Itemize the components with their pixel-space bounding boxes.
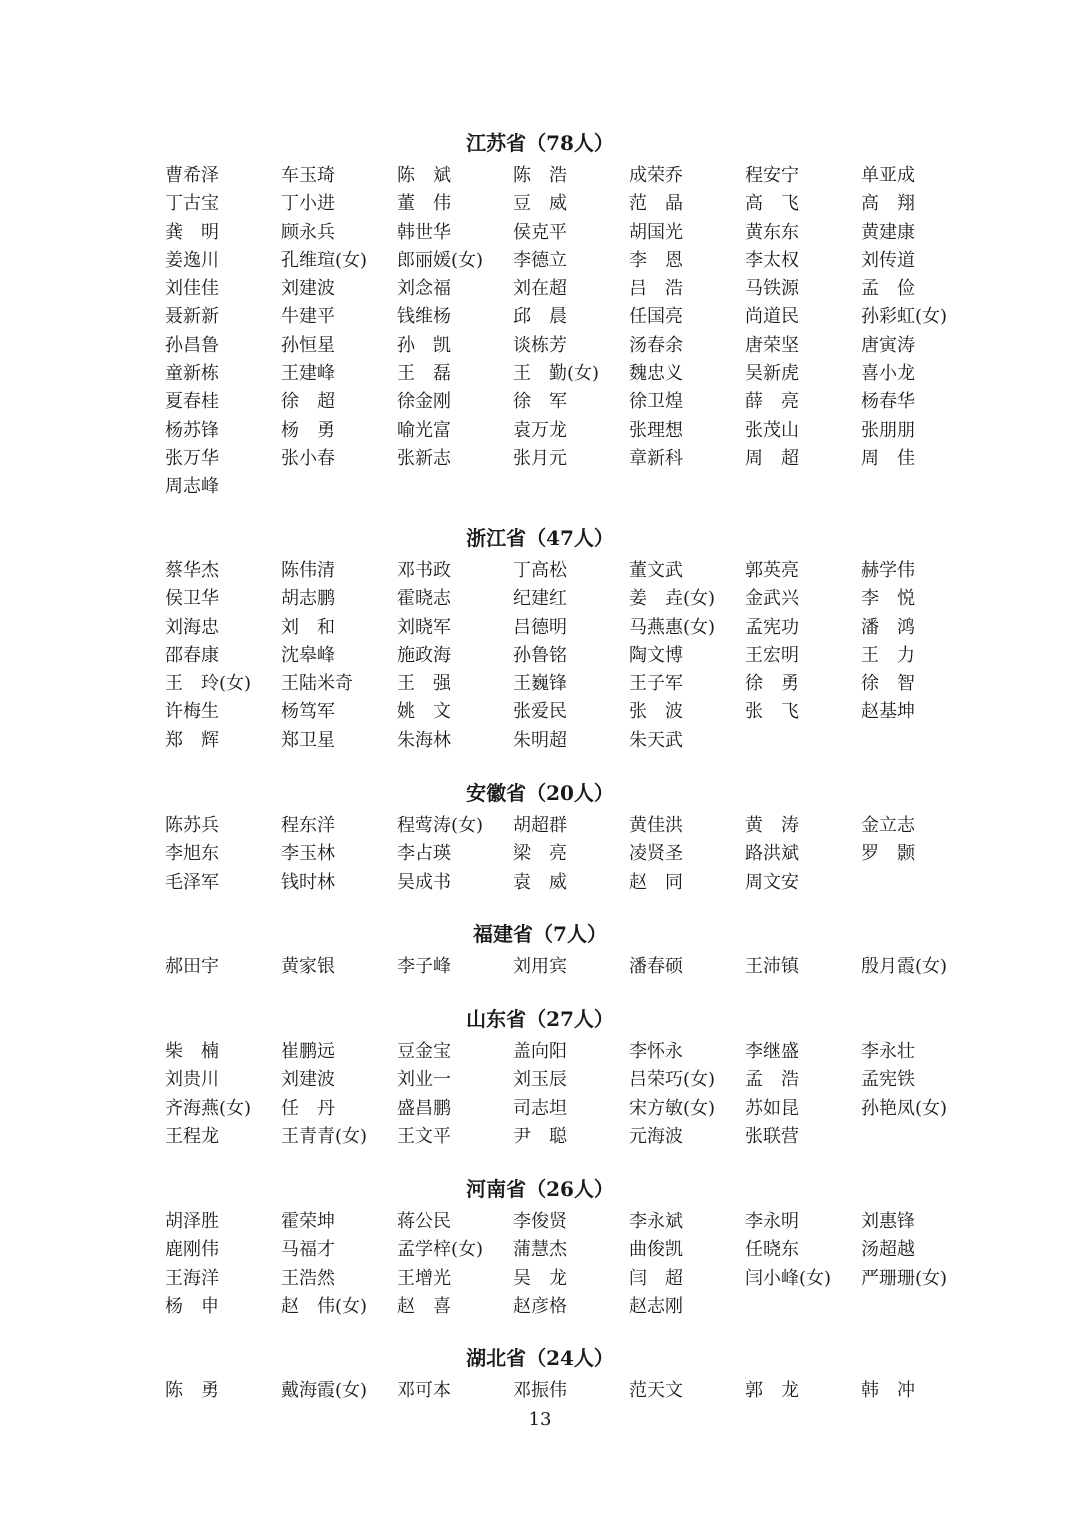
person-name: 刘业一	[397, 1069, 451, 1091]
person-name: 赵彦格	[513, 1295, 567, 1317]
person-name: 邓振伟	[513, 1380, 567, 1401]
person-name: 豆金宝	[397, 1041, 451, 1062]
person-name: 赵 同	[629, 871, 683, 893]
person-name: 夏春桂	[165, 391, 219, 413]
person-name: 盖向阳	[513, 1041, 567, 1062]
person-name: 霍晓志	[397, 588, 451, 610]
person-name: 施政海	[397, 644, 451, 666]
person-name: 谈栋芳	[513, 334, 567, 356]
person-name: 罗 颢	[861, 843, 915, 865]
person-name: 李俊贤	[513, 1211, 567, 1232]
person-name: 薛 亮	[745, 391, 799, 413]
section-title: 河南省（26人）	[466, 1177, 614, 1201]
person-name: 韩 冲	[861, 1380, 915, 1401]
person-name: 顾永兵	[281, 221, 335, 243]
person-name: 王程龙	[165, 1125, 219, 1147]
person-name: 蒲慧杰	[513, 1239, 567, 1261]
person-name: 李太权	[745, 249, 799, 271]
person-name: 钱维杨	[397, 306, 451, 328]
person-name: 范天文	[629, 1380, 683, 1401]
person-name: 潘春硕	[629, 956, 683, 977]
person-name: 陶文博	[629, 644, 683, 666]
person-name: 陈苏兵	[165, 815, 219, 836]
person-name: 孟学梓(女)	[397, 1239, 484, 1261]
person-name: 赵 伟(女)	[281, 1295, 368, 1317]
person-name: 喻光富	[397, 419, 451, 441]
person-name: 陈 勇	[165, 1380, 219, 1401]
person-name: 杨 勇	[281, 419, 335, 441]
person-name: 郝田宇	[165, 956, 219, 977]
person-name: 李 悦	[861, 588, 915, 610]
name-list	[165, 557, 975, 755]
person-name: 毛泽军	[165, 871, 219, 893]
name-list	[165, 953, 975, 981]
person-name: 黄 涛	[745, 815, 799, 836]
person-name: 张新志	[397, 447, 451, 469]
person-name: 尹 聪	[513, 1125, 567, 1147]
person-name: 尚道民	[745, 306, 799, 328]
person-name: 李子峰	[397, 956, 451, 977]
person-name: 单亚成	[861, 165, 915, 186]
person-name: 路洪斌	[745, 843, 799, 865]
person-name: 马铁源	[745, 278, 799, 300]
person-name: 周 超	[745, 447, 799, 469]
person-name: 杨 申	[165, 1295, 219, 1317]
person-name: 丁古宝	[165, 193, 219, 215]
person-name: 任晓东	[745, 1239, 799, 1261]
person-name: 崔鹏远	[281, 1041, 335, 1062]
person-name: 姜 垚(女)	[629, 588, 716, 610]
person-name: 侯克平	[513, 221, 567, 243]
person-name: 高 翔	[861, 193, 915, 215]
person-name: 黄佳洪	[629, 815, 683, 836]
person-name: 刘玉辰	[513, 1069, 567, 1091]
person-name: 童新栋	[165, 363, 219, 385]
person-name: 梁 亮	[513, 843, 567, 865]
page-number: 13	[528, 1409, 552, 1430]
person-name: 张 波	[629, 701, 683, 723]
name-list	[165, 812, 975, 897]
person-name: 孙 凯	[397, 334, 451, 356]
person-name: 周文安	[745, 871, 799, 893]
section-title: 湖北省（24人）	[466, 1346, 614, 1370]
person-name: 孙鲁铭	[513, 644, 567, 666]
person-name: 徐 军	[513, 391, 567, 413]
person-name: 范 晶	[629, 193, 683, 215]
person-name: 陈 浩	[513, 165, 567, 186]
person-name: 闫 超	[629, 1267, 683, 1289]
person-name: 刘佳佳	[165, 278, 219, 300]
person-name: 张朋朋	[861, 419, 915, 441]
person-name: 喜小龙	[861, 363, 915, 385]
person-name: 魏忠义	[629, 363, 683, 385]
person-name: 姚 文	[397, 701, 451, 723]
person-name: 黄东东	[745, 221, 799, 243]
person-name: 孟宪铁	[861, 1069, 915, 1091]
person-name: 吴新虎	[745, 363, 799, 385]
person-name: 袁万龙	[513, 419, 567, 441]
person-name: 黄家银	[281, 956, 335, 977]
person-name: 盛昌鹏	[397, 1097, 451, 1119]
person-name: 孔维瑄(女)	[281, 249, 368, 271]
person-name: 豆 威	[513, 193, 567, 215]
person-name: 曹希泽	[165, 165, 219, 186]
person-name: 杨笃军	[281, 701, 335, 723]
person-name: 车玉琦	[281, 165, 335, 186]
person-name: 蒋公民	[397, 1211, 451, 1232]
person-name: 周志峰	[165, 476, 219, 498]
section-fujian	[0, 915, 1080, 981]
person-name: 张月元	[513, 447, 567, 469]
person-name: 李玉林	[281, 843, 335, 865]
person-name: 曲俊凯	[629, 1239, 683, 1261]
person-name: 赵志刚	[629, 1295, 683, 1317]
person-name: 张理想	[629, 419, 683, 441]
person-name: 李永壮	[861, 1041, 915, 1062]
person-name: 王宏明	[745, 644, 799, 666]
person-name: 王海洋	[165, 1267, 219, 1289]
person-name: 刘贵川	[165, 1069, 219, 1091]
person-name: 马福才	[281, 1239, 335, 1261]
person-name: 王陆米奇	[281, 673, 353, 695]
person-name: 程东洋	[281, 815, 335, 836]
person-name: 孙艳凤(女)	[861, 1097, 948, 1119]
person-name: 王增光	[397, 1267, 451, 1289]
person-name: 董 伟	[397, 193, 451, 215]
person-name: 徐金刚	[397, 391, 451, 413]
person-name: 胡泽胜	[165, 1211, 219, 1232]
person-name: 戴海霞(女)	[281, 1380, 368, 1401]
person-name: 章新科	[629, 447, 683, 469]
person-name: 王 玲(女)	[165, 673, 252, 695]
person-name: 凌贤圣	[629, 843, 683, 865]
person-name: 孟 俭	[861, 278, 915, 300]
section-title: 安徽省（20人）	[466, 781, 614, 805]
person-name: 程莺涛(女)	[397, 815, 484, 836]
person-name: 王子军	[629, 673, 683, 695]
person-name: 李永斌	[629, 1211, 683, 1232]
person-name: 王青青(女)	[281, 1125, 368, 1147]
person-name: 吴 龙	[513, 1267, 567, 1289]
person-name: 黄建康	[861, 221, 915, 243]
person-name: 刘晓军	[397, 616, 451, 638]
person-name: 李占瑛	[397, 843, 451, 865]
person-name: 王建峰	[281, 363, 335, 385]
person-name: 徐卫煌	[629, 391, 683, 413]
person-name: 李永明	[745, 1211, 799, 1232]
person-name: 邓书政	[397, 560, 451, 581]
person-name: 朱天武	[629, 729, 683, 751]
person-name: 吴成书	[397, 871, 451, 893]
name-list	[165, 1038, 975, 1151]
person-name: 吕 浩	[629, 278, 683, 300]
person-name: 孙恒星	[281, 334, 335, 356]
person-name: 潘 鸿	[861, 616, 915, 638]
person-name: 邱 晨	[513, 306, 567, 328]
person-name: 朱海林	[397, 729, 451, 751]
person-name: 唐荣坚	[745, 334, 799, 356]
person-name: 李 恩	[629, 249, 683, 271]
person-name: 金立志	[861, 815, 915, 836]
person-name: 王巍锋	[513, 673, 567, 695]
person-name: 吕德明	[513, 616, 567, 638]
person-name: 闫小峰(女)	[745, 1267, 832, 1289]
person-name: 郭英亮	[745, 560, 799, 581]
person-name: 杨苏锋	[165, 419, 219, 441]
person-name: 张联营	[745, 1125, 799, 1147]
person-name: 赫学伟	[861, 560, 915, 581]
section-anhui	[0, 774, 1080, 897]
person-name: 纪建红	[513, 588, 567, 610]
section-shandong	[0, 1000, 1080, 1151]
person-name: 张万华	[165, 447, 219, 469]
person-name: 刘海忠	[165, 616, 219, 638]
person-name: 王文平	[397, 1125, 451, 1147]
person-name: 李怀永	[629, 1041, 683, 1062]
person-name: 宋方敏(女)	[629, 1097, 716, 1119]
person-name: 刘建波	[281, 1069, 335, 1091]
section-title: 山东省（27人）	[466, 1007, 614, 1031]
person-name: 邵春康	[165, 644, 219, 666]
person-name: 胡超群	[513, 815, 567, 836]
person-name: 刘用宾	[513, 956, 567, 977]
person-name: 严珊珊(女)	[861, 1267, 948, 1289]
person-name: 徐 勇	[745, 673, 799, 695]
person-name: 司志坦	[513, 1097, 567, 1119]
person-name: 王浩然	[281, 1267, 335, 1289]
person-name: 胡志鹏	[281, 588, 335, 610]
person-name: 赵基坤	[861, 701, 915, 723]
person-name: 苏如昆	[745, 1097, 799, 1119]
person-name: 刘 和	[281, 616, 335, 638]
person-name: 张爱民	[513, 701, 567, 723]
person-name: 李德立	[513, 249, 567, 271]
person-name: 侯卫华	[165, 588, 219, 610]
person-name: 汤春余	[629, 334, 683, 356]
name-list	[165, 1208, 975, 1321]
person-name: 王 强	[397, 673, 451, 695]
section-henan	[0, 1170, 1080, 1321]
section-jiangsu	[0, 124, 1080, 502]
section-title: 福建省（7人）	[473, 922, 607, 946]
person-name: 李旭东	[165, 843, 219, 865]
person-name: 张 飞	[745, 701, 799, 723]
section-zhejiang	[0, 519, 1080, 755]
person-name: 金武兴	[745, 588, 799, 610]
person-name: 唐寅涛	[861, 334, 915, 356]
person-name: 柴 楠	[165, 1041, 219, 1062]
person-name: 郑 辉	[165, 729, 219, 751]
person-name: 牛建平	[281, 306, 335, 328]
person-name: 郭 龙	[745, 1380, 799, 1401]
person-name: 姜逸川	[165, 249, 219, 271]
person-name: 孟宪功	[745, 616, 799, 638]
person-name: 胡国光	[629, 221, 683, 243]
person-name: 任国亮	[629, 306, 683, 328]
person-name: 董文武	[629, 560, 683, 581]
person-name: 邓可本	[397, 1380, 451, 1401]
person-name: 徐 超	[281, 391, 335, 413]
person-name: 任 丹	[281, 1097, 335, 1119]
person-name: 王 磊	[397, 363, 451, 385]
person-name: 钱时林	[281, 871, 335, 893]
person-name: 李继盛	[745, 1041, 799, 1062]
person-name: 马燕惠(女)	[629, 616, 716, 638]
person-name: 孟 浩	[745, 1069, 799, 1091]
person-name: 汤超越	[861, 1239, 915, 1261]
person-name: 周 佳	[861, 447, 915, 469]
person-name: 刘建波	[281, 278, 335, 300]
person-name: 齐海燕(女)	[165, 1097, 252, 1119]
section-title: 江苏省（78人）	[466, 131, 614, 155]
person-name: 鹿刚伟	[165, 1239, 219, 1261]
person-name: 韩世华	[397, 221, 451, 243]
person-name: 霍荣坤	[281, 1211, 335, 1232]
person-name: 龚 明	[165, 221, 219, 243]
person-name: 袁 威	[513, 871, 567, 893]
person-name: 吕荣巧(女)	[629, 1069, 716, 1091]
person-name: 王沛镇	[745, 956, 799, 977]
person-name: 高 飞	[745, 193, 799, 215]
person-name: 蔡华杰	[165, 560, 219, 581]
name-list	[165, 1377, 975, 1405]
person-name: 成荣乔	[629, 165, 683, 186]
person-name: 元海波	[629, 1125, 683, 1147]
person-name: 郑卫星	[281, 729, 335, 751]
person-name: 赵 喜	[397, 1295, 451, 1317]
person-name: 刘在超	[513, 278, 567, 300]
person-name: 刘念福	[397, 278, 451, 300]
person-name: 朱明超	[513, 729, 567, 751]
person-name: 杨春华	[861, 391, 915, 413]
person-name: 丁小进	[281, 193, 335, 215]
person-name: 孙昌鲁	[165, 334, 219, 356]
person-name: 殷月霞(女)	[861, 956, 948, 977]
person-name: 许梅生	[165, 701, 219, 723]
section-hubei	[0, 1339, 1080, 1405]
person-name: 丁高松	[513, 560, 567, 581]
person-name: 陈 斌	[397, 165, 451, 186]
person-name: 孙彩虹(女)	[861, 306, 948, 328]
person-name: 张茂山	[745, 419, 799, 441]
person-name: 张小春	[281, 447, 335, 469]
person-name: 陈伟清	[281, 560, 335, 581]
person-name: 刘传道	[861, 249, 915, 271]
person-name: 程安宁	[745, 165, 799, 186]
name-list	[165, 162, 975, 502]
person-name: 郎丽媛(女)	[397, 249, 484, 271]
person-name: 沈皋峰	[281, 644, 335, 666]
person-name: 王 力	[861, 644, 915, 666]
section-title: 浙江省（47人）	[466, 526, 614, 550]
person-name: 聂新新	[165, 306, 219, 328]
person-name: 刘惠锋	[861, 1211, 915, 1232]
person-name: 徐 智	[861, 673, 915, 695]
person-name: 王 勤(女)	[513, 363, 600, 385]
